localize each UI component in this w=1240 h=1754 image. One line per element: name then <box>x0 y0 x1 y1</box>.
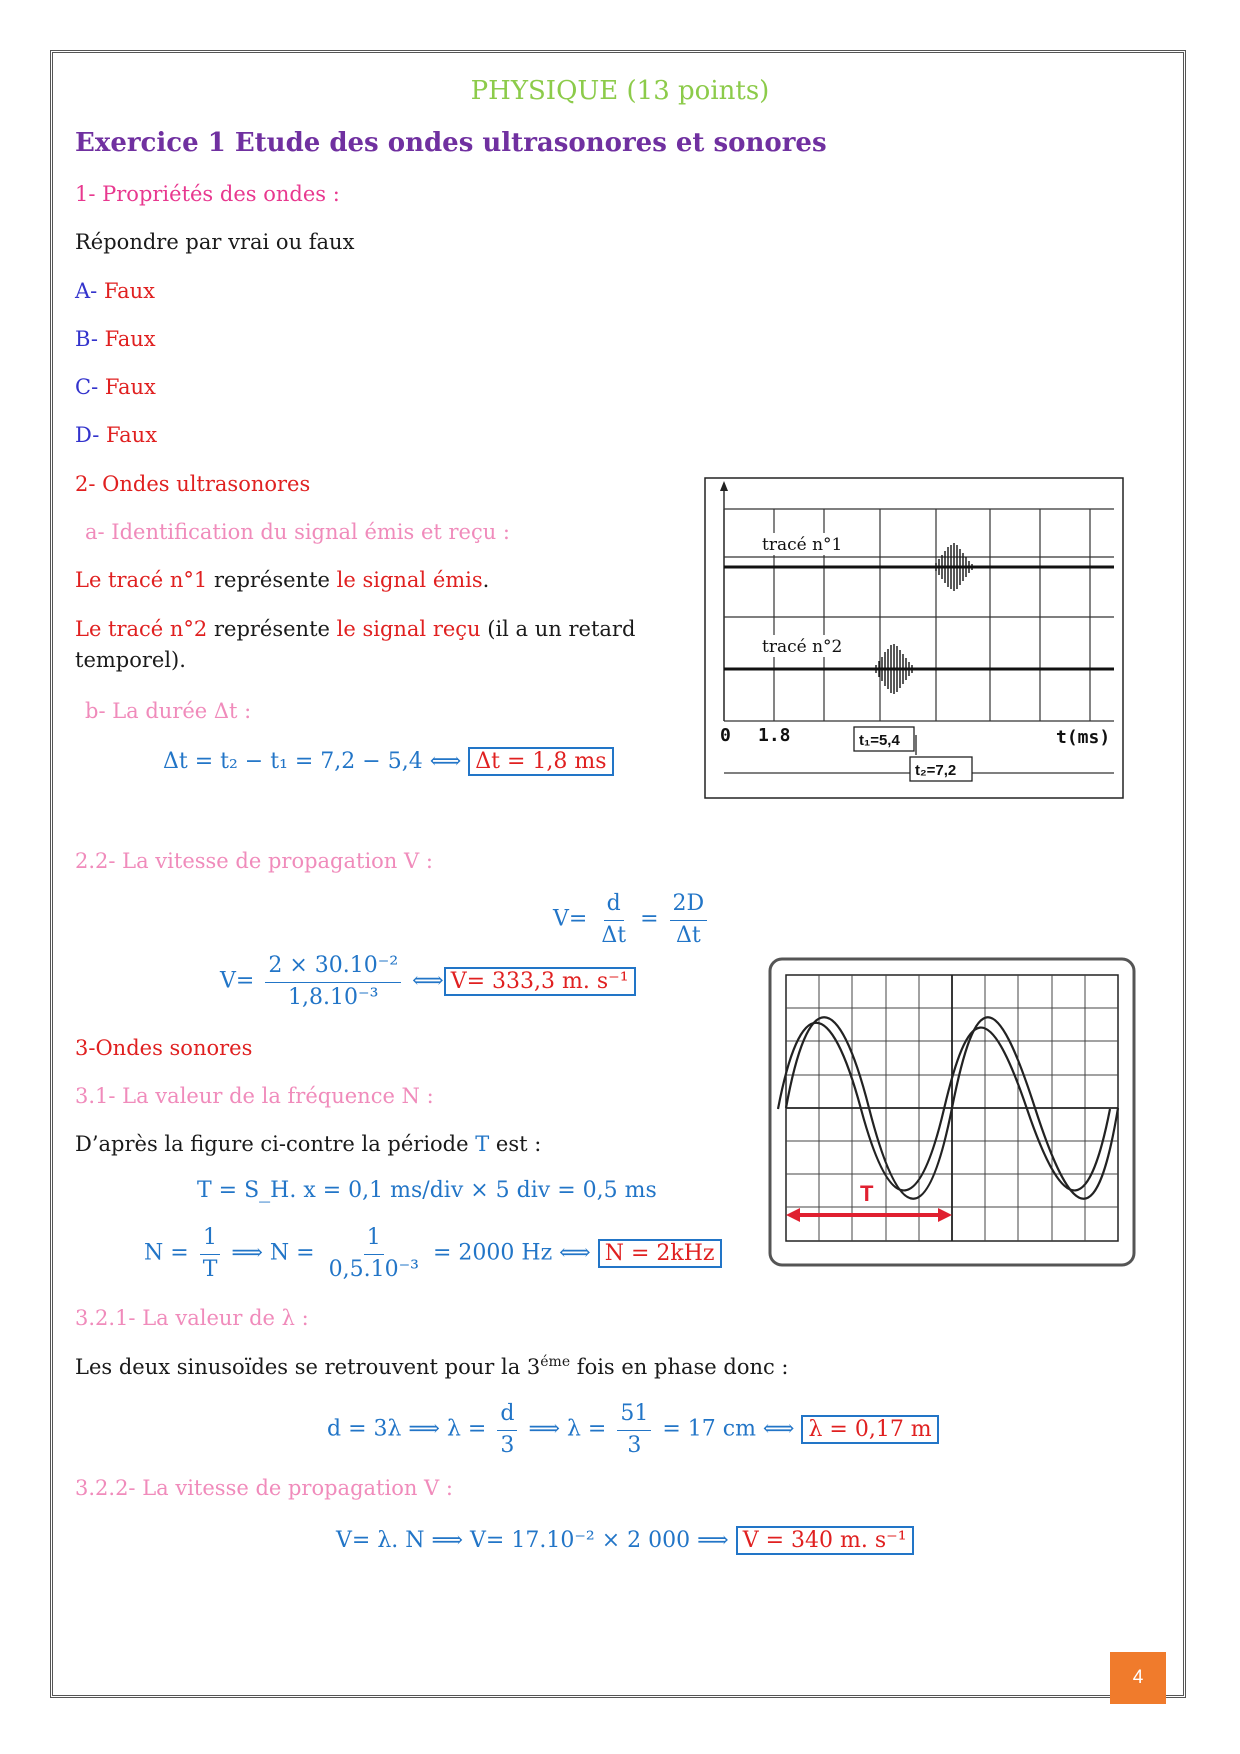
section2b-heading: b- La durée Δt : <box>85 699 252 723</box>
frac-num: 51 <box>617 1398 651 1431</box>
frac-num: d <box>604 888 624 921</box>
answer-value: Faux <box>104 375 156 399</box>
n-value: = 2000 Hz ⟺ <box>433 1240 598 1266</box>
t2-label: t₂=7,2 <box>915 762 957 779</box>
frac-den: 3 <box>500 1433 515 1458</box>
section31-heading: 3.1- La valeur de la fréquence N : <box>75 1084 434 1108</box>
phase-ordinal: éme <box>540 1354 571 1370</box>
sound-velocity-formula <box>336 1528 914 1553</box>
velocity-definition <box>553 888 711 951</box>
trace1-statement <box>75 568 489 592</box>
frac-den: 1,8.10⁻³ <box>288 985 379 1010</box>
equivalence: ⟺ <box>412 968 444 994</box>
section22-heading: 2.2- La vitesse de propagation V : <box>75 849 433 873</box>
implies: ⟹ λ = <box>528 1416 607 1442</box>
period-symbol: T <box>475 1132 490 1156</box>
dt-formula <box>163 749 614 774</box>
frequency-formula <box>144 1222 722 1285</box>
trace2-statement-cont: temporel). <box>75 648 186 672</box>
tick-label: 1.8 <box>758 725 791 746</box>
frac-den: Δt <box>675 923 701 948</box>
section2-heading: 2- Ondes ultrasonores <box>75 472 311 496</box>
signal-name: le signal reçu <box>336 617 481 641</box>
trace2-statement <box>75 617 635 641</box>
trace-1-label: tracé n°1 <box>762 535 843 555</box>
dt-result: Δt = 1,8 ms <box>468 747 613 776</box>
section1-instruction: Répondre par vrai ou faux <box>75 230 355 254</box>
verb: représente <box>207 617 337 641</box>
frac-num: d <box>497 1398 517 1431</box>
frac-num: 1 <box>364 1222 384 1255</box>
frac-den: 0,5.10⁻³ <box>328 1257 419 1282</box>
answer-value: Faux <box>104 327 156 351</box>
punct: . <box>482 568 490 592</box>
oscillogram-figure-1 <box>704 477 1124 799</box>
n-symbol: N = <box>144 1240 189 1266</box>
answer-letter: C- <box>75 375 99 399</box>
answer-letter: A- <box>75 279 98 303</box>
frac-den: T <box>202 1257 218 1282</box>
v-symbol: V= <box>553 906 588 932</box>
answer-letter: D- <box>75 423 100 447</box>
equals: = <box>640 906 659 932</box>
section1-heading: 1- Propriétés des ondes : <box>75 182 340 206</box>
frac-num: 2D <box>670 888 708 921</box>
dt-expression: Δt = t₂ − t₁ = 7,2 − 5,4 ⟺ <box>163 749 469 774</box>
frac-num: 2 × 30.10⁻² <box>265 950 401 983</box>
frac-den: Δt <box>601 923 627 948</box>
sound-velocity-result: V = 340 m. s⁻¹ <box>736 1526 914 1555</box>
trace-2-label: tracé n°2 <box>762 637 843 657</box>
trace-label: Le tracé n°1 <box>75 568 208 592</box>
section3-heading: 3-Ondes sonores <box>75 1036 253 1060</box>
frac-num: 1 <box>200 1222 220 1255</box>
answer-c <box>75 375 156 399</box>
lambda-def: d = 3λ ⟹ λ = <box>327 1416 487 1442</box>
trace-label: Le tracé n°2 <box>75 617 208 641</box>
phase-end: fois en phase donc : <box>570 1355 789 1379</box>
section322-heading: 3.2.2- La vitesse de propagation V : <box>75 1476 453 1500</box>
v-expression: V= λ. N ⟹ V= 17.10⁻² × 2 000 ⟹ <box>336 1528 736 1553</box>
answer-d <box>75 423 157 447</box>
velocity-calculation <box>220 950 636 1013</box>
section2a-heading: a- Identification du signal émis et reçu : <box>85 520 510 544</box>
signal-name: le signal émis <box>336 568 483 592</box>
remark: (il a un retard <box>480 617 636 641</box>
origin-label: 0 <box>720 725 731 746</box>
v-symbol: V= <box>220 968 255 994</box>
period-text: D’après la figure ci-contre la période <box>75 1132 476 1156</box>
wavelength-formula <box>327 1398 939 1461</box>
velocity-result: V= 333,3 m. s⁻¹ <box>444 967 636 996</box>
frac-den: 3 <box>627 1433 642 1458</box>
period-statement <box>75 1132 541 1156</box>
wavelength-result: λ = 0,17 m <box>801 1415 938 1444</box>
t1-label: t₁=5,4 <box>859 732 900 749</box>
section321-heading: 3.2.1- La valeur de λ : <box>75 1306 309 1330</box>
period-formula: T = S_H. x = 0,1 ms/div × 5 div = 0,5 ms <box>197 1178 657 1203</box>
implies: ⟹ N = <box>231 1240 315 1266</box>
answer-a <box>75 279 155 303</box>
answer-letter: B- <box>75 327 98 351</box>
phase-statement <box>75 1354 789 1379</box>
answer-value: Faux <box>106 423 158 447</box>
answer-value: Faux <box>103 279 155 303</box>
time-axis-label: t(ms) <box>1056 727 1111 748</box>
page-number: 4 <box>1110 1652 1166 1704</box>
oscillogram-figure-2 <box>768 957 1136 1267</box>
verb: représente <box>207 568 337 592</box>
answer-b <box>75 327 156 351</box>
phase-text: Les deux sinusoïdes se retrouvent pour la 3 <box>75 1355 541 1379</box>
page-title: PHYSIQUE (13 points) <box>470 76 770 106</box>
period-end: est : <box>489 1132 542 1156</box>
lambda-value: = 17 cm ⟺ <box>662 1416 802 1442</box>
exercise-title: Exercice 1 Etude des ondes ultrasonores et sonores <box>75 128 827 158</box>
frequency-result: N = 2kHz <box>598 1239 722 1268</box>
period-label: T <box>860 1181 874 1206</box>
